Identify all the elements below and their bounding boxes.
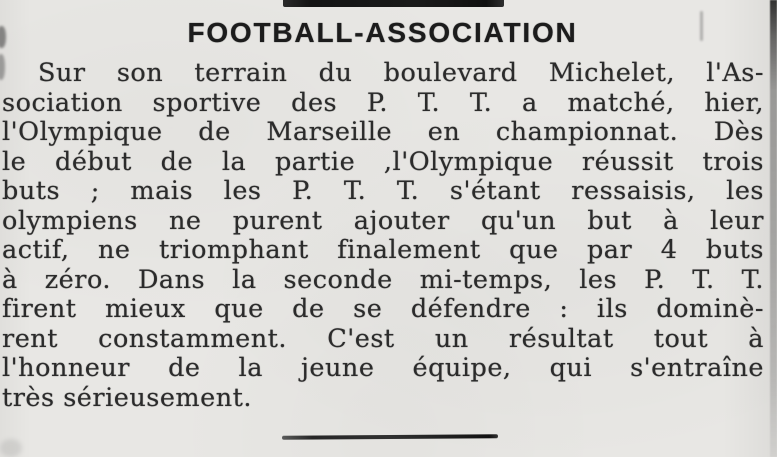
end-rule-divider [282, 434, 498, 440]
article-line: firent mieux que de se défendre : ils dominè- [2, 294, 764, 324]
page-edge-shadow [770, 0, 777, 457]
article-line: rent constamment. C'est un résultat tout à [2, 323, 764, 354]
article-line: à zéro. Dans la seconde mi-temps, les P. T. T. [2, 264, 764, 295]
scan-artifact-scratch [700, 11, 703, 41]
article-line: très sérieusement. [2, 382, 252, 413]
article-line: l'Olympique de Marseille en championnat. Dès [2, 117, 764, 147]
scan-artifact-smudge [0, 439, 22, 457]
article-line: le début de la partie ,l'Olympique réussit trois [2, 146, 764, 177]
article-line: buts ; mais les P. T. T. s'étant ressaisis, les [2, 176, 764, 206]
article-line: olympiens ne purent ajouter qu'un but à leur [2, 205, 764, 236]
article-title: FOOTBALL-ASSOCIATION [187, 17, 578, 48]
article-line: sociation sportive des P. T. T. a matché, hier, [2, 87, 764, 118]
top-ink-bar [283, 0, 504, 7]
article-line: Sur son terrain du boulevard Michelet, l'As- [38, 58, 764, 88]
article-line: actif, ne triomphant finalement que par 4 buts [2, 235, 764, 265]
article-body [2, 59, 764, 413]
article-line: l'honneur de la jeune équipe, qui s'entraîne [2, 353, 764, 383]
